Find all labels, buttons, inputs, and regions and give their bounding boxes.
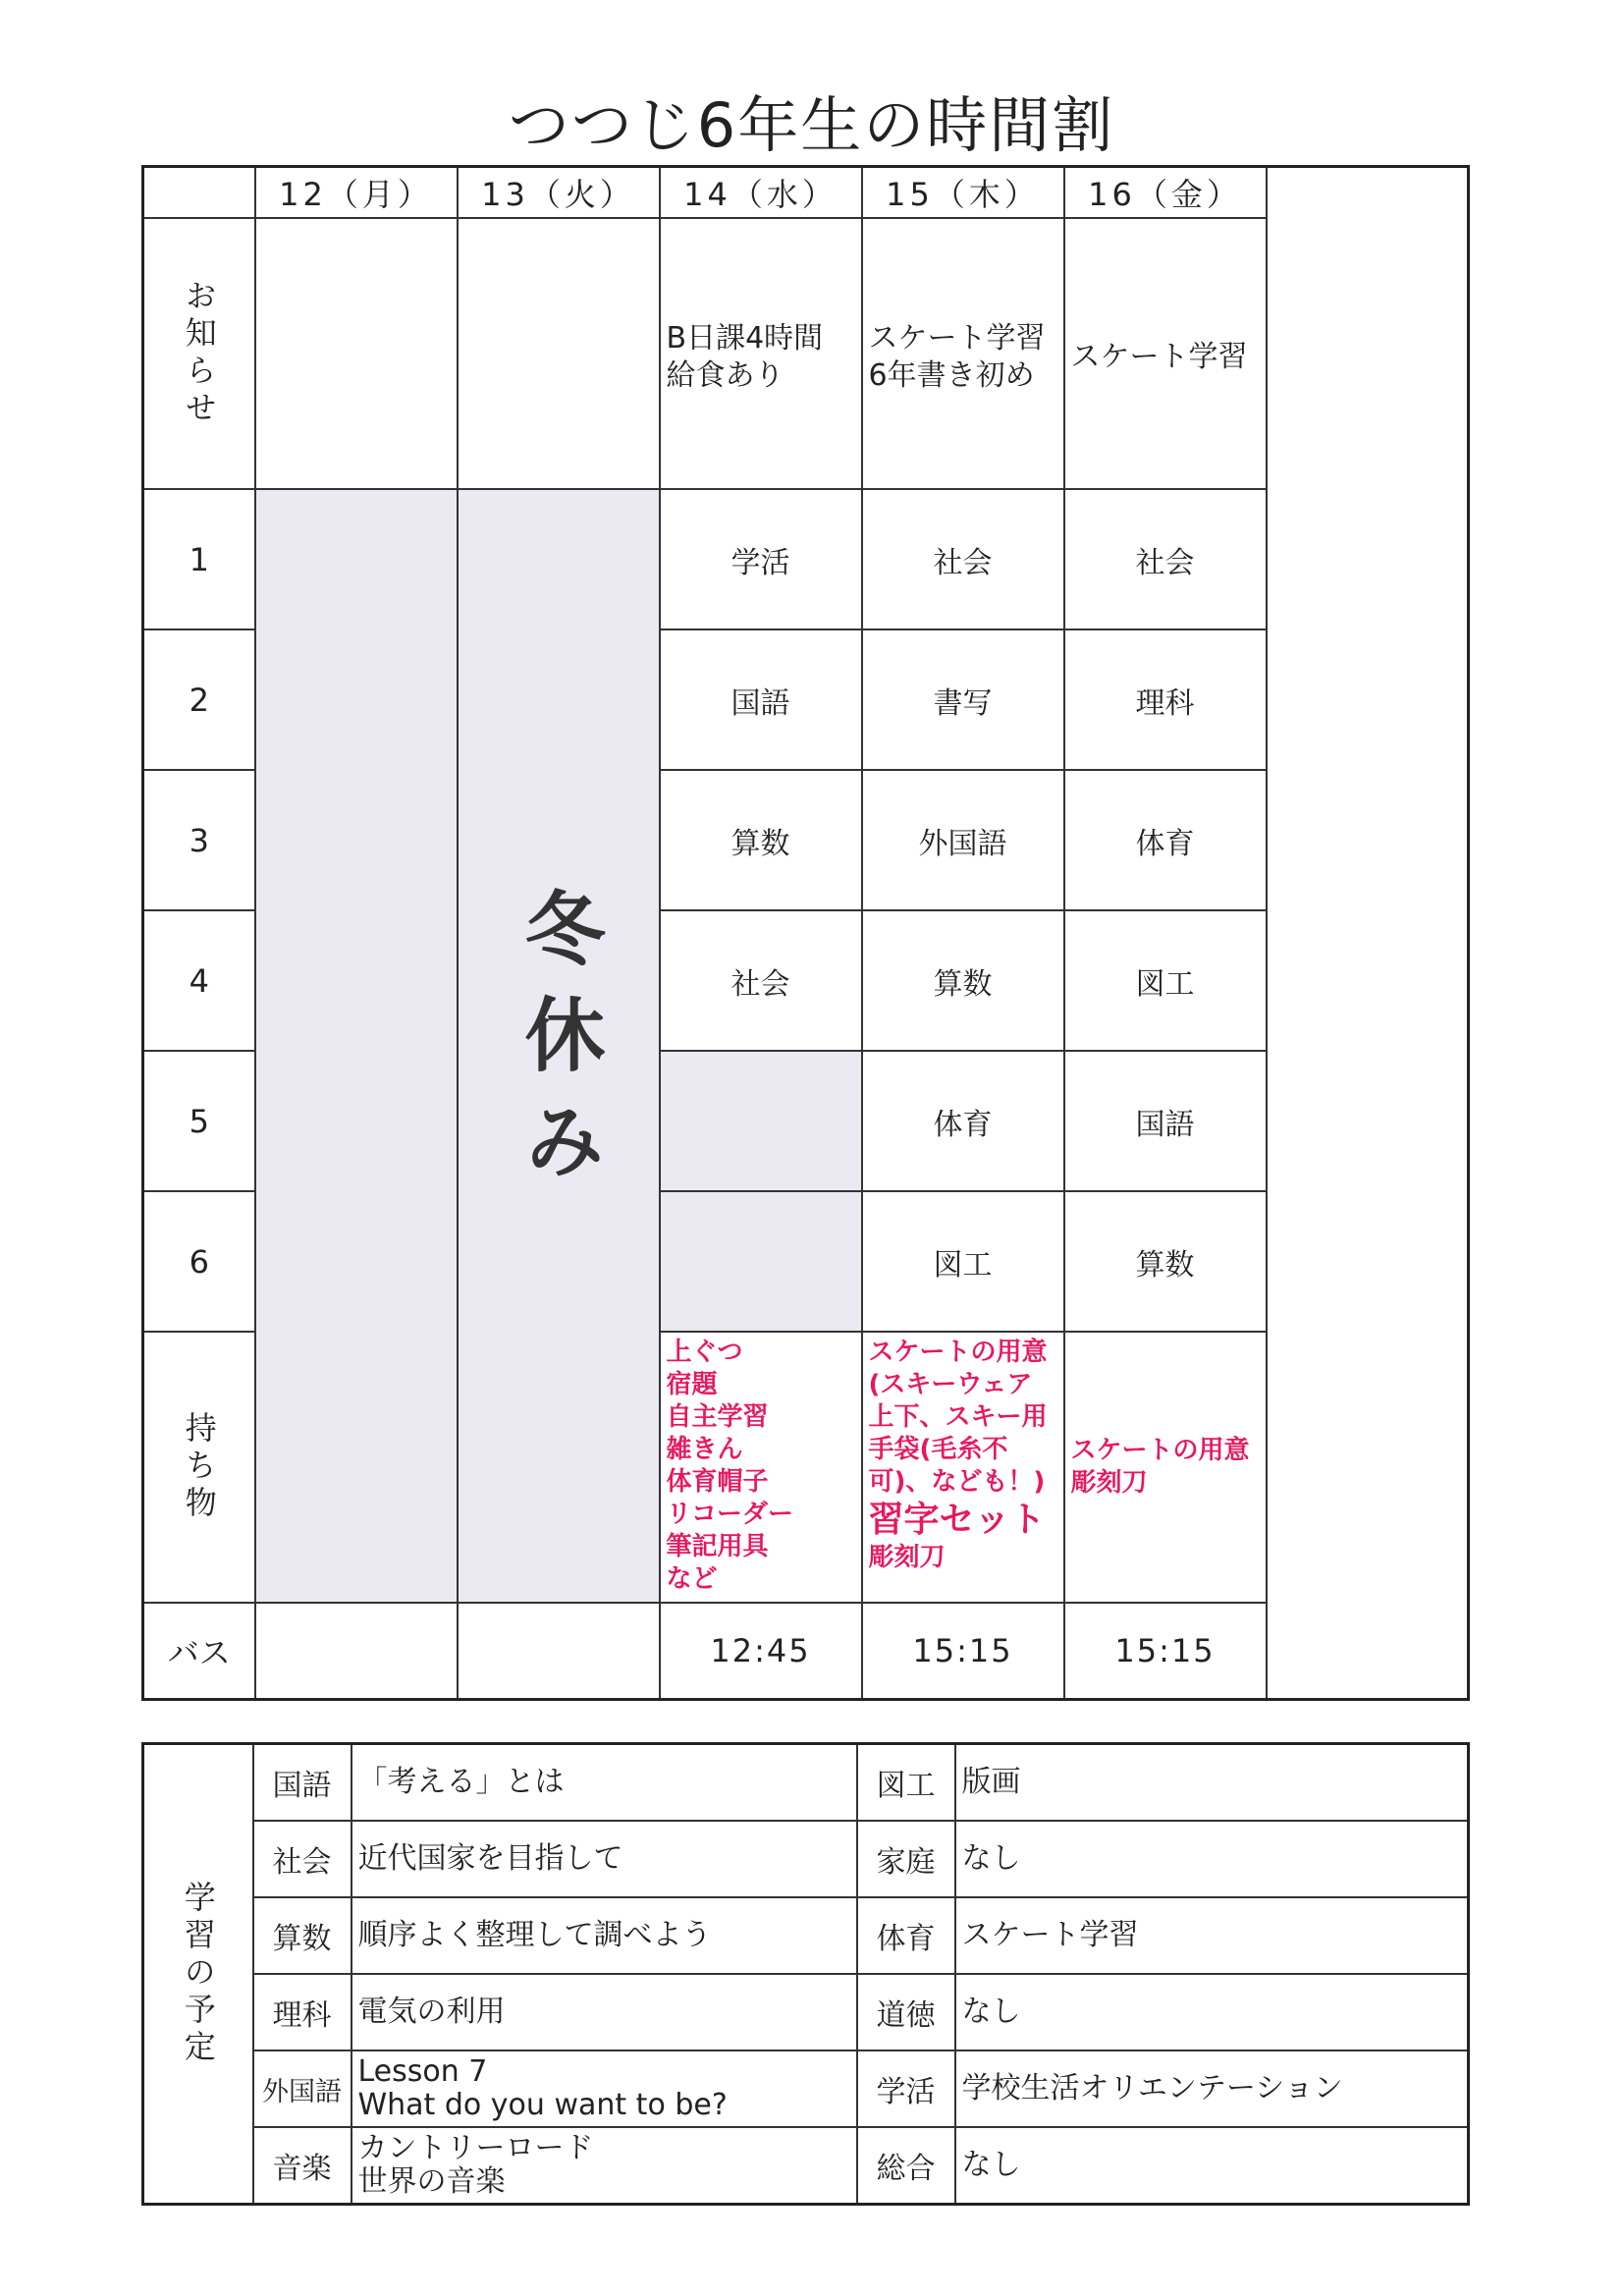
blank-column-cell <box>1267 1051 1469 1191</box>
plan-content: なし <box>955 1821 1469 1897</box>
blank-column-cell <box>1267 1332 1469 1603</box>
plan-content <box>352 1821 857 1897</box>
item-text: (スキーウェア <box>868 1370 1033 1399</box>
item-text: 上下、スキー用 <box>868 1402 1048 1432</box>
notice-row <box>143 218 1469 489</box>
subject-fri-6: 算数 <box>1064 1191 1267 1332</box>
winter-break-label: 冬休み <box>512 887 605 1205</box>
blank-column-cell <box>1267 629 1469 770</box>
notice-thu-line: スケート学習 <box>868 321 1046 355</box>
plan-content-line: 「考える」とは <box>357 1765 565 1799</box>
plan-subject: 算数 <box>253 1897 352 1974</box>
plan-content-line: カントリーロード <box>357 2131 594 2165</box>
plan-subject: 社会 <box>253 1821 352 1897</box>
plan-content: なし <box>955 1974 1469 2050</box>
plan-content: なし <box>955 2127 1469 2205</box>
item-text: 可)、なども！) <box>868 1467 1046 1497</box>
study-plan-label-cell <box>143 1744 253 2205</box>
blank-column-cell <box>1267 910 1469 1051</box>
plan-row <box>143 1897 1469 1974</box>
study-plan-table <box>141 1742 1470 2206</box>
period-label: 6 <box>143 1191 255 1332</box>
subject-fri-4: 図工 <box>1064 910 1267 1051</box>
blank-column-cell <box>1267 218 1469 489</box>
bus-fri: 15:15 <box>1064 1603 1267 1699</box>
plan-subject: 学活 <box>857 2050 955 2127</box>
notice-mon <box>255 218 458 489</box>
timetable <box>141 165 1470 1701</box>
period-label: 1 <box>143 489 255 629</box>
plan-subject: 体育 <box>857 1897 955 1974</box>
notice-thu <box>862 218 1064 489</box>
holiday-tue <box>458 489 660 1603</box>
bus-label: バス <box>143 1603 255 1699</box>
subject-wed-5 <box>660 1051 862 1191</box>
subject-wed-3: 算数 <box>660 770 862 910</box>
day-header-wed: 14（水） <box>660 167 862 219</box>
period-label: 3 <box>143 770 255 910</box>
plan-subject: 外国語 <box>253 2050 352 2127</box>
item-text: 筆記用具 <box>666 1532 769 1561</box>
item-text: など <box>666 1564 718 1594</box>
item-text: 自主学習 <box>666 1402 769 1432</box>
plan-content-line: 電気の利用 <box>357 1995 506 2029</box>
subject-wed-1: 学活 <box>660 489 862 629</box>
bus-mon <box>255 1603 458 1699</box>
subject-wed-4: 社会 <box>660 910 862 1051</box>
notice-wed-line: 給食あり <box>666 358 784 393</box>
period-label: 5 <box>143 1051 255 1191</box>
item-text: リコーダー <box>666 1500 793 1529</box>
items-label-cell <box>143 1332 255 1603</box>
plan-content-line: 順序よく整理して調べよう <box>357 1918 712 1952</box>
day-header-thu: 15（木） <box>862 167 1064 219</box>
plan-content-line: 世界の音楽 <box>357 2164 506 2199</box>
plan-content: スケート学習 <box>955 1897 1469 1974</box>
subject-thu-1: 社会 <box>862 489 1064 629</box>
plan-content-line: 近代国家を目指して <box>357 1841 623 1876</box>
corner-cell <box>143 167 255 219</box>
plan-content <box>352 1744 857 1822</box>
day-header-fri: 16（金） <box>1064 167 1267 219</box>
item-text: 上ぐつ <box>666 1338 743 1367</box>
item-text: 体育帽子 <box>666 1467 769 1497</box>
plan-row <box>143 2127 1469 2205</box>
period-label: 2 <box>143 629 255 770</box>
subject-wed-6 <box>660 1191 862 1332</box>
plan-subject: 総合 <box>857 2127 955 2205</box>
plan-content: 学校生活オリエンテーション <box>955 2050 1469 2127</box>
plan-subject: 図工 <box>857 1744 955 1822</box>
subject-fri-2: 理科 <box>1064 629 1267 770</box>
period-row-1 <box>143 489 1469 629</box>
subject-wed-2: 国語 <box>660 629 862 770</box>
items-fri <box>1064 1332 1267 1603</box>
plan-subject: 家庭 <box>857 1821 955 1897</box>
blank-column-cell <box>1267 1603 1469 1699</box>
plan-subject: 国語 <box>253 1744 352 1822</box>
day-header-tue: 13（火） <box>458 167 660 219</box>
holiday-mon <box>255 489 458 1603</box>
item-text: 彫刻刀 <box>868 1543 946 1572</box>
subject-fri-1: 社会 <box>1064 489 1267 629</box>
item-text: 彫刻刀 <box>1070 1468 1148 1498</box>
blank-column-cell <box>1267 489 1469 629</box>
plan-subject: 道徳 <box>857 1974 955 2050</box>
plan-content-line: What do you want to be? <box>357 2088 728 2122</box>
plan-subject: 音楽 <box>253 2127 352 2205</box>
plan-content <box>352 1974 857 2050</box>
plan-content: 版画 <box>955 1744 1469 1822</box>
notice-thu-line: 6年書き初め <box>868 358 1035 393</box>
day-header-mon: 12（月） <box>255 167 458 219</box>
bus-thu: 15:15 <box>862 1603 1064 1699</box>
item-text: スケートの用意 <box>868 1338 1048 1367</box>
page-title: つつじ6年生の時間割 <box>508 89 1115 161</box>
plan-row <box>143 2050 1469 2127</box>
period-label: 4 <box>143 910 255 1051</box>
items-label: 持ち物 <box>180 1411 218 1523</box>
subject-thu-6: 図工 <box>862 1191 1064 1332</box>
item-text: 雑きん <box>666 1435 743 1464</box>
item-text: スケートの用意 <box>1070 1436 1250 1465</box>
notice-fri <box>1064 218 1267 489</box>
bus-wed: 12:45 <box>660 1603 862 1699</box>
notice-label-cell <box>143 218 255 489</box>
subject-thu-5: 体育 <box>862 1051 1064 1191</box>
plan-content <box>352 2050 857 2127</box>
header-row <box>143 167 1469 219</box>
notice-label: お知らせ <box>180 279 218 428</box>
plan-content <box>352 1897 857 1974</box>
subject-fri-3: 体育 <box>1064 770 1267 910</box>
item-text: 手袋(毛糸不 <box>868 1435 1008 1464</box>
notice-fri-line: スケート学習 <box>1070 340 1248 374</box>
plan-content <box>352 2127 857 2205</box>
item-text: 宿題 <box>666 1370 718 1399</box>
notice-tue <box>458 218 660 489</box>
blank-column-cell <box>1267 770 1469 910</box>
blank-column-header <box>1267 167 1469 219</box>
plan-content-line: Lesson 7 <box>357 2054 488 2089</box>
items-thu <box>862 1332 1064 1603</box>
notice-wed-line: B日課4時間 <box>666 321 824 355</box>
item-text-emphasis: 習字セット <box>868 1500 1046 1540</box>
subject-fri-5: 国語 <box>1064 1051 1267 1191</box>
items-wed <box>660 1332 862 1603</box>
study-plan-label: 学習の予定 <box>179 1881 217 2067</box>
plan-row <box>143 1821 1469 1897</box>
subject-thu-3: 外国語 <box>862 770 1064 910</box>
bus-row <box>143 1603 1469 1699</box>
plan-subject: 理科 <box>253 1974 352 2050</box>
blank-column-cell <box>1267 1191 1469 1332</box>
bus-tue <box>458 1603 660 1699</box>
notice-wed <box>660 218 862 489</box>
plan-row <box>143 1744 1469 1822</box>
plan-row <box>143 1974 1469 2050</box>
subject-thu-2: 書写 <box>862 629 1064 770</box>
subject-thu-4: 算数 <box>862 910 1064 1051</box>
